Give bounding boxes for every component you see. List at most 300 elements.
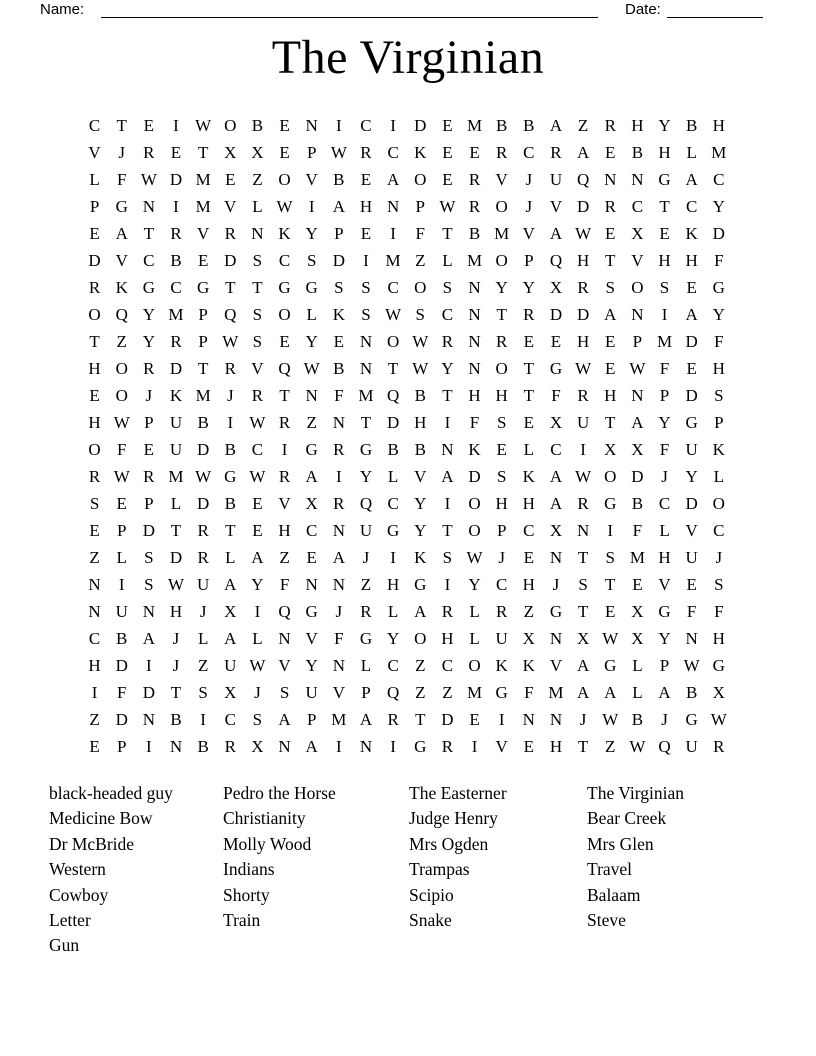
grid-letter: M [331,710,347,729]
grid-letter: L [197,629,209,648]
grid-letter: S [144,548,154,567]
grid-letter: I [498,710,505,729]
grid-letter: R [496,143,508,162]
grid-letter: V [88,143,101,162]
grid-letter: L [225,548,236,567]
grid-letter: T [523,359,535,378]
grid-letter: J [362,548,370,567]
grid-letter: C [224,710,236,729]
grid-letter: W [140,170,157,189]
grid-letter: W [683,656,700,675]
grid-letter: Y [414,521,427,540]
grid-letter: E [143,440,155,459]
grid-letter: O [712,494,725,513]
grid-letter: G [414,575,427,594]
grid-letter: D [414,116,427,135]
grid-letter: S [252,305,263,324]
grid-letter: W [710,710,727,729]
grid-letter: W [412,359,429,378]
grid-letter: J [715,548,723,567]
grid-letter: L [387,467,399,486]
grid-letter: U [576,413,590,432]
grid-letter: Y [305,224,318,243]
name-label: Name: [40,1,85,18]
grid-letter: D [169,548,183,567]
grid-letter: Z [89,548,100,567]
grid-letter: R [441,602,454,621]
grid-letter: U [169,440,183,459]
grid-letter: B [197,737,209,756]
grid-letter: D [441,710,454,729]
grid-letter: A [549,467,563,486]
word-list-item: Snake [409,910,452,931]
grid-letter: P [361,683,371,702]
grid-letter: L [387,602,399,621]
grid-letter: S [415,305,425,324]
grid-letter: G [305,440,318,459]
grid-letter: I [91,683,98,702]
grid-letter: U [685,737,698,756]
grid-letter: W [602,710,619,729]
grid-letter: E [442,170,453,189]
grid-letter: E [605,224,616,243]
grid-letter: J [254,683,261,702]
grid-letter: N [88,575,101,594]
word-list-item: black-headed guy [49,783,173,803]
grid-letter: B [170,710,182,729]
grid-letter: M [711,143,727,162]
grid-letter: T [496,305,507,324]
grid-letter: S [334,278,344,297]
grid-letter: H [88,413,101,432]
grid-letter: X [305,494,318,513]
grid-letter: N [549,548,563,567]
grid-letter: N [685,629,698,648]
grid-letter: A [305,467,318,486]
grid-letter: J [172,656,180,675]
grid-letter: S [496,413,507,432]
grid-letter: V [549,656,563,675]
grid-letter: Q [549,251,563,270]
grid-letter: Y [712,305,725,324]
grid-letter: W [439,197,456,216]
grid-letter: A [549,224,563,243]
grid-letter: L [116,548,127,567]
grid-letter: T [577,548,589,567]
grid-letter: C [306,521,318,540]
grid-letter: D [685,386,698,405]
grid-letter: V [549,197,563,216]
grid-letter: Y [522,278,535,297]
grid-letter: A [549,494,563,513]
grid-letter: T [89,332,100,351]
grid-letter: H [468,386,481,405]
grid-letter: N [332,656,345,675]
grid-letter: Y [142,305,155,324]
grid-letter: I [227,413,234,432]
grid-letter: Y [414,494,427,513]
grid-letter: H [549,737,563,756]
grid-letter: A [251,548,264,567]
grid-letter: G [414,737,427,756]
grid-letter: W [466,548,483,567]
grid-letter: W [113,413,130,432]
grid-letter: R [577,386,589,405]
grid-letter: W [249,467,266,486]
grid-letter: N [142,197,155,216]
grid-letter: V [658,575,671,594]
grid-letter: R [360,602,372,621]
grid-letter: T [170,521,182,540]
grid-letter: V [631,251,644,270]
grid-letter: D [169,359,183,378]
grid-letter: L [632,683,643,702]
grid-letter: I [390,737,396,756]
grid-letter: P [496,521,507,540]
grid-letter: R [387,710,399,729]
grid-letter: Z [116,332,127,351]
grid-letter: D [332,251,345,270]
grid-letter: H [658,548,671,567]
grid-letter: N [441,440,454,459]
grid-letter: C [713,170,725,189]
grid-letter: O [278,170,291,189]
grid-letter: S [198,683,208,702]
grid-letter: Z [197,656,209,675]
grid-letter: O [278,305,291,324]
grid-letter: A [685,170,698,189]
grid-letter: R [577,494,589,513]
word-list-item: Molly Wood [223,833,312,854]
grid-letter: I [390,548,396,567]
grid-letter: T [605,575,616,594]
grid-letter: X [604,440,617,459]
grid-letter: K [522,656,535,675]
grid-letter: E [605,602,616,621]
grid-letter: A [414,602,427,621]
grid-letter: B [251,116,264,135]
grid-letter: P [524,251,534,270]
grid-letter: Q [386,386,400,405]
grid-letter: W [629,737,646,756]
grid-letter: B [631,710,644,729]
grid-letter: L [713,467,724,486]
grid-letter: V [196,224,210,243]
grid-letter: A [576,683,590,702]
grid-letter: C [631,197,644,216]
grid-letter: R [604,116,616,135]
grid-letter: M [656,332,673,351]
grid-letter: R [88,467,101,486]
grid-letter: D [712,224,725,243]
grid-letter: C [523,143,535,162]
grid-letter: A [549,116,563,135]
grid-letter: A [441,467,454,486]
grid-letter: D [685,494,698,513]
grid-letter: I [118,575,125,594]
word-list-item: Steve [587,910,626,931]
grid-letter: U [115,602,128,621]
grid-letter: T [442,386,453,405]
grid-letter: W [195,467,212,486]
grid-letter: S [279,683,290,702]
grid-letter: S [89,494,100,513]
grid-letter: J [145,386,153,405]
grid-letter: N [468,359,481,378]
grid-letter: E [279,332,290,351]
grid-letter: K [495,656,508,675]
grid-letter: R [550,143,562,162]
grid-letter: L [306,305,317,324]
grid-letter: L [523,440,535,459]
grid-letter: Y [305,332,318,351]
grid-letter: N [305,116,318,135]
grid-letter: M [385,251,401,270]
grid-letter: E [89,386,100,405]
grid-letter: A [576,143,590,162]
grid-letter: R [224,737,236,756]
word-list-item: Medicine Bow [49,808,153,829]
grid-letter: Z [577,116,589,135]
grid-letter: E [143,116,155,135]
grid-letter: N [468,278,481,297]
grid-letter: C [387,143,399,162]
grid-letter: C [387,656,399,675]
grid-letter: T [360,413,372,432]
grid-letter: A [332,548,345,567]
grid-letter: D [196,440,210,459]
grid-letter: D [115,656,128,675]
grid-letter: O [604,467,617,486]
grid-letter: E [686,575,697,594]
grid-letter: X [251,143,264,162]
grid-letter: C [360,116,372,135]
grid-letter: W [385,305,402,324]
grid-letter: H [576,251,590,270]
grid-letter: I [336,737,342,756]
grid-letter: W [167,575,185,594]
grid-letter: N [332,521,345,540]
grid-letter: T [442,521,453,540]
grid-letter: N [88,602,101,621]
grid-letter: R [333,494,345,513]
grid-letter: S [252,251,263,270]
grid-letter: D [685,332,698,351]
grid-letter: T [523,386,535,405]
grid-letter: Z [442,683,453,702]
grid-letter: H [386,575,400,594]
grid-letter: F [632,521,643,540]
grid-letter: S [578,575,588,594]
word-list-item: Dr McBride [49,833,135,854]
grid-letter: W [602,629,619,648]
grid-letter: H [712,116,725,135]
grid-letter: R [197,548,209,567]
grid-letter: E [605,359,616,378]
grid-letter: T [387,359,399,378]
grid-letter: I [336,467,342,486]
grid-letter: W [222,332,239,351]
grid-letter: T [279,386,290,405]
grid-letter: B [116,629,128,648]
grid-letter: G [115,197,128,216]
grid-letter: N [631,386,644,405]
grid-letter: E [469,710,480,729]
grid-letter: X [631,602,644,621]
grid-letter: G [224,467,237,486]
grid-letter: N [549,629,563,648]
grid-letter: H [604,386,617,405]
grid-letter: Q [278,359,291,378]
grid-letter: M [494,224,510,243]
grid-letter: P [334,224,344,243]
grid-letter: E [279,116,290,135]
grid-letter: G [549,602,563,621]
grid-letter: F [334,629,344,648]
grid-letter: R [278,467,291,486]
grid-letter: Y [251,575,264,594]
grid-letter: I [308,197,315,216]
grid-letter: W [629,359,646,378]
grid-letter: R [143,359,155,378]
grid-letter: C [550,440,562,459]
grid-letter: G [359,440,373,459]
word-list-item: Travel [587,859,633,880]
grid-letter: A [224,629,237,648]
word-list-item: Scipio [409,884,454,905]
grid-letter: A [685,305,698,324]
grid-letter: P [116,521,127,540]
grid-letter: Z [523,602,535,621]
grid-letter: N [332,413,345,432]
grid-letter: E [605,332,616,351]
grid-letter: C [88,629,101,648]
grid-letter: K [712,440,725,459]
grid-letter: O [224,116,237,135]
grid-letter: M [629,548,645,567]
grid-letter: N [142,602,155,621]
grid-letter: E [686,359,697,378]
grid-letter: U [685,440,698,459]
grid-letter: H [88,656,101,675]
grid-letter: N [169,737,183,756]
grid-letter: D [169,170,183,189]
grid-letter: H [414,413,427,432]
grid-letter: F [686,602,697,621]
grid-letter: Z [252,170,263,189]
grid-letter: H [495,386,508,405]
word-list-item: The Virginian [587,783,684,803]
grid-letter: S [714,575,724,594]
grid-letter: N [332,575,345,594]
grid-letter: O [414,170,427,189]
word-list-item: Mrs Ogden [409,833,489,854]
grid-letter: O [468,494,481,513]
grid-letter: C [278,251,291,270]
grid-letter: P [415,197,425,216]
grid-letter: V [522,224,535,243]
grid-letter: B [224,494,236,513]
grid-letter: I [336,116,342,135]
grid-letter: F [551,386,561,405]
grid-letter: F [524,683,534,702]
grid-letter: A [359,710,373,729]
word-list-item: Judge Henry [409,808,498,829]
grid-letter: V [495,170,508,189]
grid-letter: E [252,521,263,540]
letter-grid [81,112,732,760]
grid-letter: Y [386,629,400,648]
grid-letter: K [414,548,427,567]
grid-letter: O [631,278,644,297]
grid-letter: U [196,575,210,594]
grid-letter: I [607,521,614,540]
grid-letter: Z [89,710,100,729]
grid-letter: O [115,359,128,378]
grid-letter: B [523,116,535,135]
grid-letter: T [415,710,426,729]
grid-letter: E [252,494,263,513]
grid-letter: H [359,197,373,216]
grid-letter: W [412,332,429,351]
grid-letter: E [523,332,535,351]
grid-letter: V [251,359,264,378]
grid-letter: K [278,224,291,243]
grid-letter: Q [658,737,671,756]
grid-letter: N [549,710,563,729]
grid-letter: T [225,521,236,540]
grid-letter: D [386,413,400,432]
grid-letter: N [631,305,644,324]
grid-letter: W [195,116,212,135]
grid-letter: V [332,683,345,702]
grid-letter: X [224,602,237,621]
grid-letter: O [468,656,481,675]
grid-letter: J [335,602,343,621]
grid-letter: T [605,413,616,432]
grid-letter: D [115,710,128,729]
grid-letter: E [360,224,372,243]
grid-letter: G [305,278,318,297]
grid-letter: C [496,575,508,594]
grid-letter: G [549,359,563,378]
grid-letter: M [168,305,184,324]
grid-letter: Y [305,656,318,675]
grid-letter: B [631,494,644,513]
grid-letter: Q [224,305,237,324]
grid-letter: G [658,602,671,621]
grid-letter: V [414,467,427,486]
grid-letter: I [444,575,451,594]
grid-letter: C [523,521,535,540]
grid-letter: M [168,467,184,486]
grid-letter: Q [359,494,373,513]
grid-letter: D [224,251,237,270]
grid-letter: A [332,197,345,216]
grid-letter: M [466,251,483,270]
grid-letter: X [631,629,644,648]
grid-letter: C [685,197,698,216]
grid-letter: A [631,413,644,432]
grid-letter: N [142,710,155,729]
grid-letter: P [306,710,317,729]
grid-letter: N [359,332,373,351]
grid-letter: X [631,440,644,459]
grid-letter: R [143,467,155,486]
grid-letter: B [685,683,698,702]
grid-letter: H [88,359,101,378]
grid-letter: G [278,278,291,297]
